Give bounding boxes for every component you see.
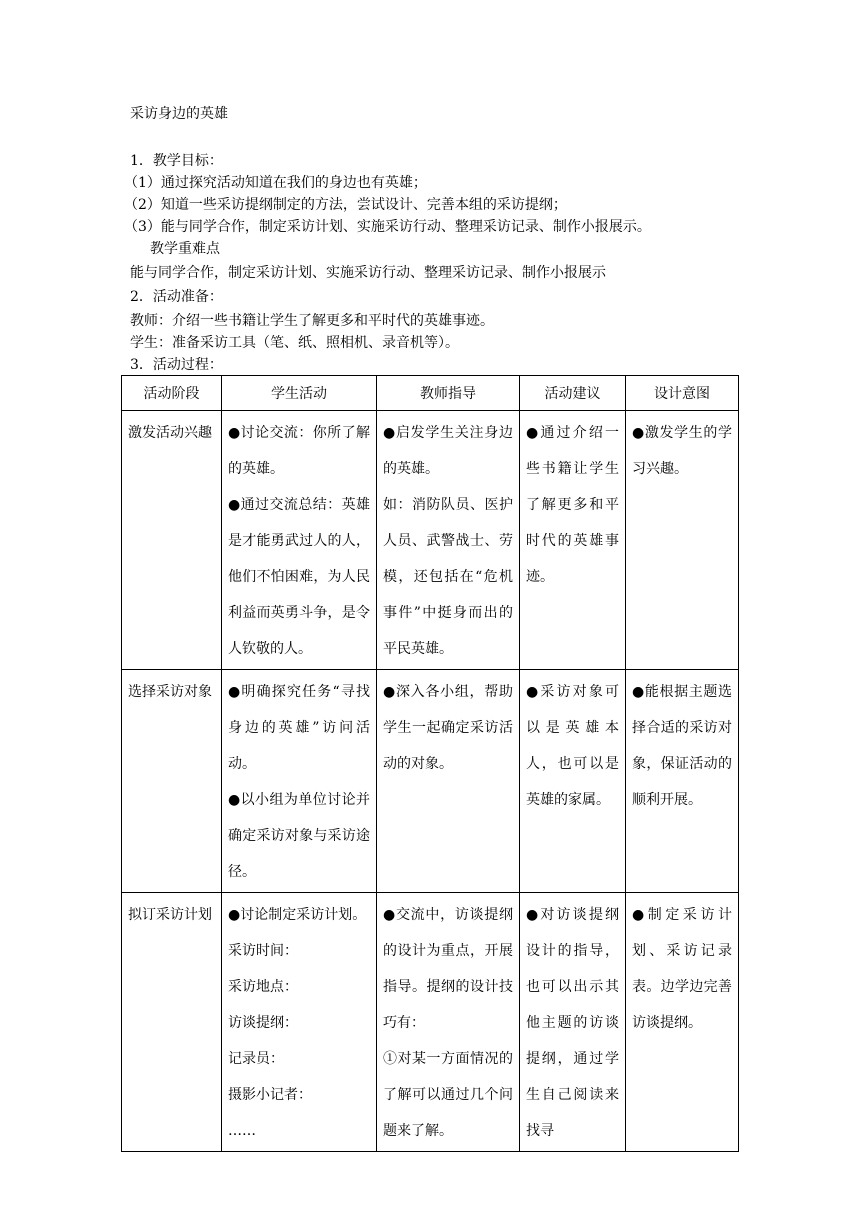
teacher-guidance-cell: ●交流中，访谈提纲的设计为重点，开展指导。提纲的设计技巧有： ①对某一方面情况的了解可以通过几个问题来了解。 (377, 893, 520, 1152)
preparation-heading: 2．活动准备： (130, 289, 223, 305)
activity-suggestion-cell: ●对访谈提纲设计的指导，也可以出示其他主题的访谈提纲，通过学生自己阅读来找寻 (520, 893, 626, 1152)
process-heading: 3．活动过程： (130, 357, 223, 373)
table-header-row (122, 376, 739, 411)
stage-cell: 激发活动兴趣 (122, 411, 222, 670)
objective-3: （3）能与同学合作，制定采访计划、实施采访行动、整理采访记录、制作小报展示。 (124, 219, 651, 235)
design-intent-cell: ●制定采访计划、采访记录表。边学边完善访谈提纲。 (626, 893, 739, 1152)
teacher-guidance-cell: ●启发学生关注身边的英雄。 如：消防队员、医护人员、武警战士、劳模，还包括在“危机事件”中挺身而出的平民英雄。 (377, 411, 520, 670)
activity-suggestion-cell: ●采访对象可以是英雄本人，也可以是英雄的家属。 (520, 670, 626, 893)
table-row (122, 670, 739, 893)
stage-cell: 拟订采访计划 (122, 893, 222, 1152)
objective-1: （1）通过探究活动知道在我们的身边也有英雄； (124, 175, 427, 191)
activity-process-table (121, 375, 739, 1152)
activity-suggestion-cell: ●通过介绍一些书籍让学生了解更多和平时代的英雄事迹。 (520, 411, 626, 670)
header-teacher-guidance: 教师指导 (377, 376, 520, 411)
objectives-heading: 1．教学目标： (130, 153, 223, 169)
key-points-heading: 教学重难点 (150, 241, 220, 257)
student-activity-cell: ●讨论交流：你所了解的英雄。 ●通过交流总结：英雄是才能勇武过人的人，他们不怕困难，为人民利益而英勇斗争，是令人钦敬的人。 (222, 411, 377, 670)
objective-2: （2）知道一些采访提纲制定的方法，尝试设计、完善本组的采访提纲； (124, 197, 567, 213)
header-activity-suggestion: 活动建议 (520, 376, 626, 411)
student-preparation: 学生：准备采访工具（笔、纸、照相机、录音机等）。 (130, 335, 459, 351)
design-intent-cell: ●能根据主题选择合适的采访对象，保证活动的顺利开展。 (626, 670, 739, 893)
table-row (122, 411, 739, 670)
student-activity-cell: ●明确探究任务“寻找身边的英雄”访问活动。 ●以小组为单位讨论并确定采访对象与采访途径。 (222, 670, 377, 893)
teacher-preparation: 教师：介绍一些书籍让学生了解更多和平时代的英雄事迹。 (130, 313, 494, 329)
teacher-guidance-cell: ●深入各小组，帮助学生一起确定采访活动的对象。 (377, 670, 520, 893)
header-student-activity: 学生活动 (222, 376, 377, 411)
key-points-text: 能与同学合作，制定采访计划、实施采访行动、整理采访记录、制作小报展示 (130, 265, 606, 281)
design-intent-cell: ●激发学生的学习兴趣。 (626, 411, 739, 670)
table-row (122, 893, 739, 1152)
document-title: 采访身边的英雄 (130, 106, 228, 122)
header-design-intent: 设计意图 (626, 376, 739, 411)
stage-cell: 选择采访对象 (122, 670, 222, 893)
student-activity-cell: ●讨论制定采访计划。 采访时间： 采访地点： 访谈提纲： 记录员： 摄影小记者： …… (222, 893, 377, 1152)
header-stage: 活动阶段 (122, 376, 222, 411)
